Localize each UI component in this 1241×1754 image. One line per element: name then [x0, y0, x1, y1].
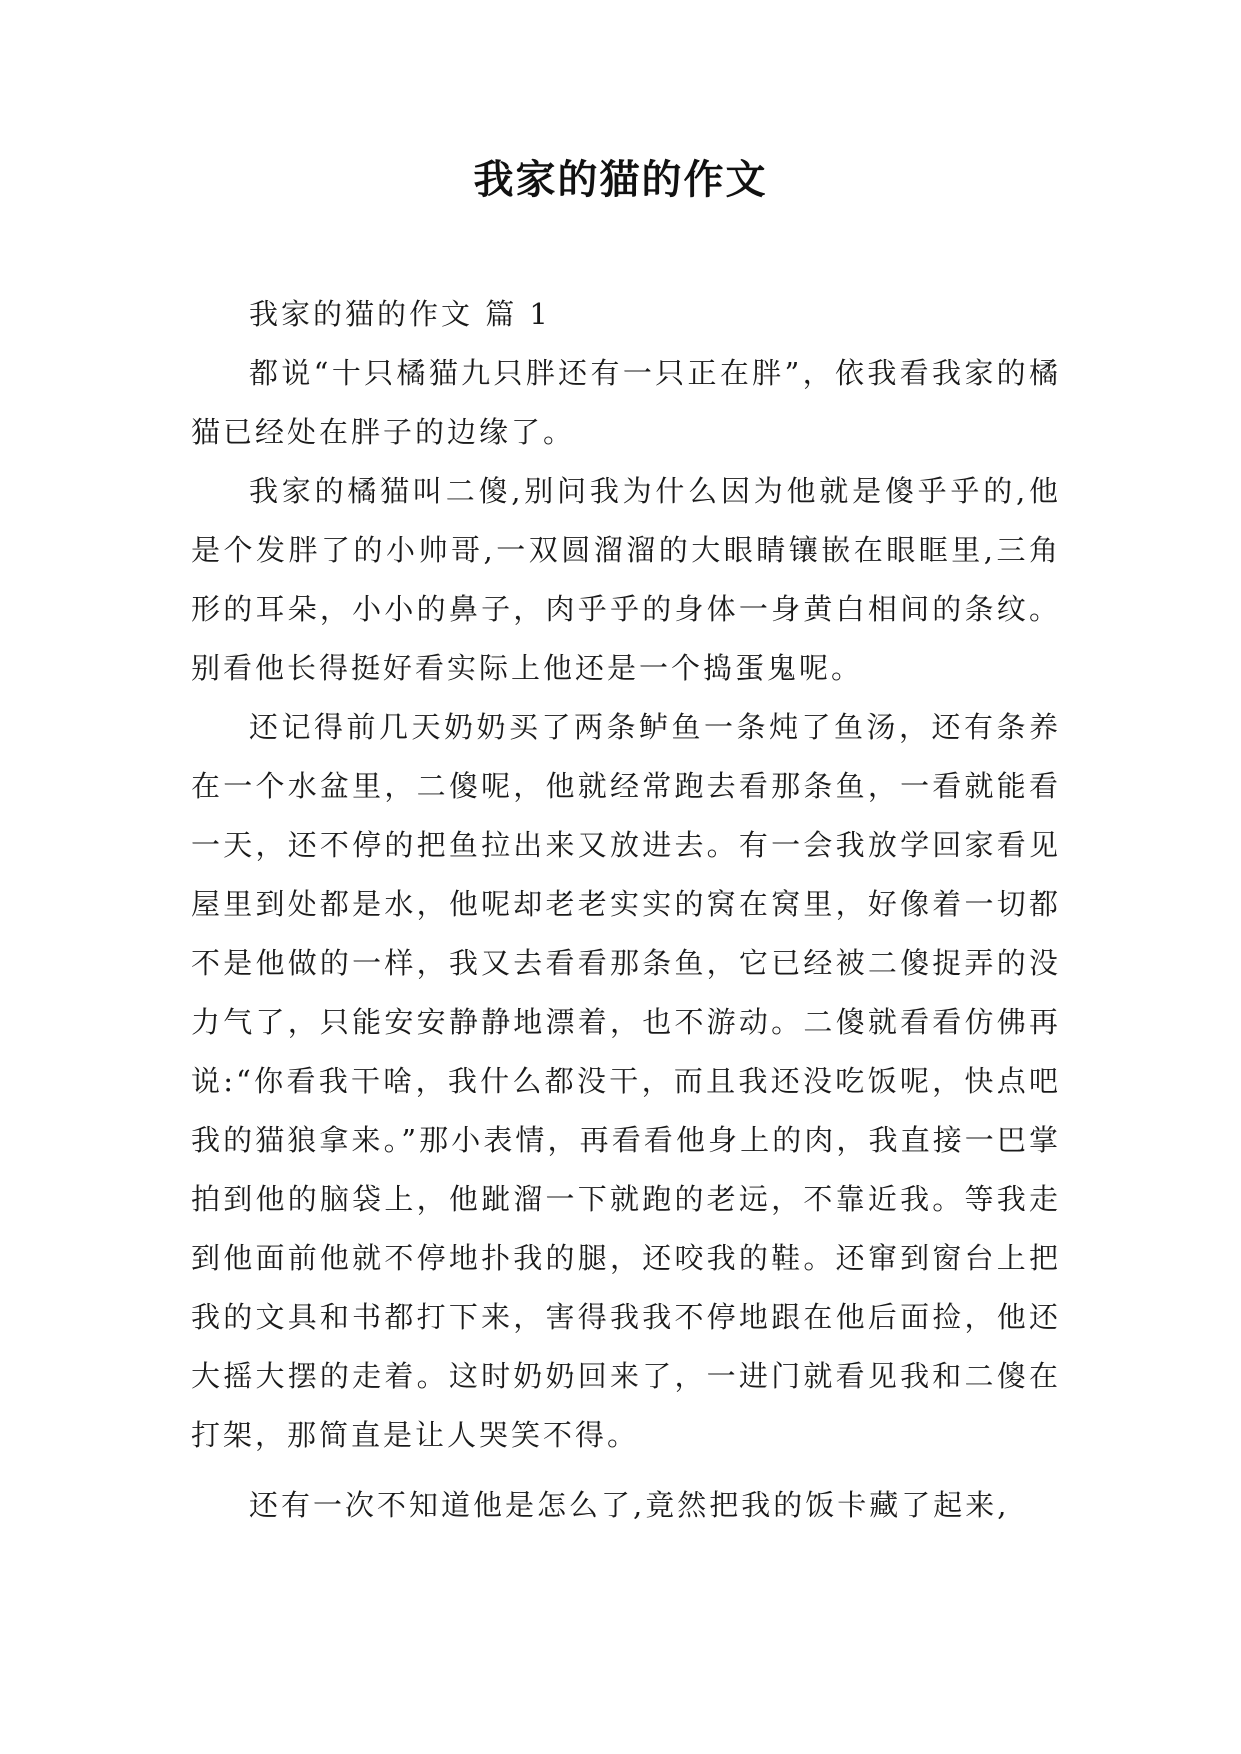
- paragraph: 还有一次不知道他是怎么了,竟然把我的饭卡藏了起来,: [249, 1488, 1010, 1522]
- section-heading: 我家的猫的作文 篇 1: [249, 297, 551, 331]
- paragraph: 都说“十只橘猫九只胖还有一只正在胖”，依我看我家的橘猫已经处在胖子的边缘了。: [191, 356, 1061, 449]
- document-title: 我家的猫的作文: [473, 157, 768, 203]
- paragraph: 我家的橘猫叫二傻,别问我为什么因为他就是傻乎乎的,他是个发胖了的小帅哥,一双圆溜溜的大眼睛镶嵌在眼眶里,三角形的耳朵，小小的鼻子，肉乎乎的身体一身黄白相间的条纹。别看他长得挺好看实际上他还是一个捣蛋鬼呢。: [191, 474, 1061, 685]
- paragraph: 还记得前几天奶奶买了两条鲈鱼一条炖了鱼汤，还有条养在一个水盆里，二傻呢，他就经常跑去看那条鱼，一看就能看一天，还不停的把鱼拉出来又放进去。有一会我放学回家看见屋里到处都是水，他呢却老老实实的窝在窝里，好像着一切都不是他做的一样，我又去看看那条鱼，它已经被二傻捉弄的没力气了，只能安安静静地漂着，也不游动。二傻就看看仿佛再说:“你看我干啥，我什么都没干，而且我还没吃饭呢，快点吧我的猫狼拿来。”那小表情，再看看他身上的肉，我直接一巴掌拍到他的脑袋上，他跐溜一下就跑的老远，不靠近我。等我走到他面前他就不停地扑我的腿，还咬我的鞋。还窜到窗台上把我的文具和书都打下来，害得我我不停地跟在他后面捡，他还大摇大摆的走着。这时奶奶回来了，一进门就看见我和二傻在打架，那简直是让人哭笑不得。: [191, 710, 1061, 1452]
- document-body: [191, 285, 1061, 1535]
